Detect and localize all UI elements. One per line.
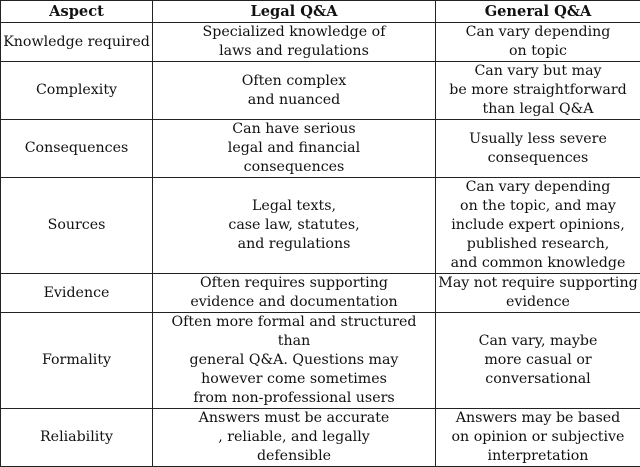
table-row-consequences — [1, 120, 640, 178]
table-row-complexity — [1, 62, 640, 120]
general-cell: Can vary depending on the topic, and may include expert opinions, published research, and common knowledge — [436, 178, 640, 274]
aspect-cell: Complexity — [1, 62, 153, 120]
table-row-formality — [1, 313, 640, 409]
header-legal-qa: Legal Q&A — [153, 1, 436, 23]
aspect-cell: Reliability — [1, 409, 153, 467]
general-cell: May not require supporting evidence — [436, 274, 640, 313]
general-cell: Answers may be based on opinion or subjective interpretation — [436, 409, 640, 467]
aspect-cell: Evidence — [1, 274, 153, 313]
legal-cell: Legal texts, case law, statutes, and regulations — [153, 178, 436, 274]
table-row-sources — [1, 178, 640, 274]
legal-cell: Often complex and nuanced — [153, 62, 436, 120]
legal-cell: Often requires supporting evidence and documentation — [153, 274, 436, 313]
general-cell: Can vary, maybe more casual or conversational — [436, 313, 640, 409]
general-cell: Can vary but may be more straightforward than legal Q&A — [436, 62, 640, 120]
table-row-evidence — [1, 274, 640, 313]
legal-cell: Answers must be accurate , reliable, and legally defensible — [153, 409, 436, 467]
legal-cell: Specialized knowledge of laws and regulations — [153, 23, 436, 62]
aspect-cell: Formality — [1, 313, 153, 409]
aspect-cell: Consequences — [1, 120, 153, 178]
header-general-qa: General Q&A — [436, 1, 640, 23]
general-cell: Usually less severe consequences — [436, 120, 640, 178]
header-aspect: Aspect — [1, 1, 153, 23]
legal-cell: Often more formal and structured than general Q&A. Questions may however come sometimes from non-professional users — [153, 313, 436, 409]
general-cell: Can vary depending on topic — [436, 23, 640, 62]
header-row — [1, 1, 640, 23]
table-row-reliability — [1, 409, 640, 467]
table-row-knowledge — [1, 23, 640, 62]
legal-cell: Can have serious legal and financial consequences — [153, 120, 436, 178]
aspect-cell: Sources — [1, 178, 153, 274]
aspect-cell: Knowledge required — [1, 23, 153, 62]
